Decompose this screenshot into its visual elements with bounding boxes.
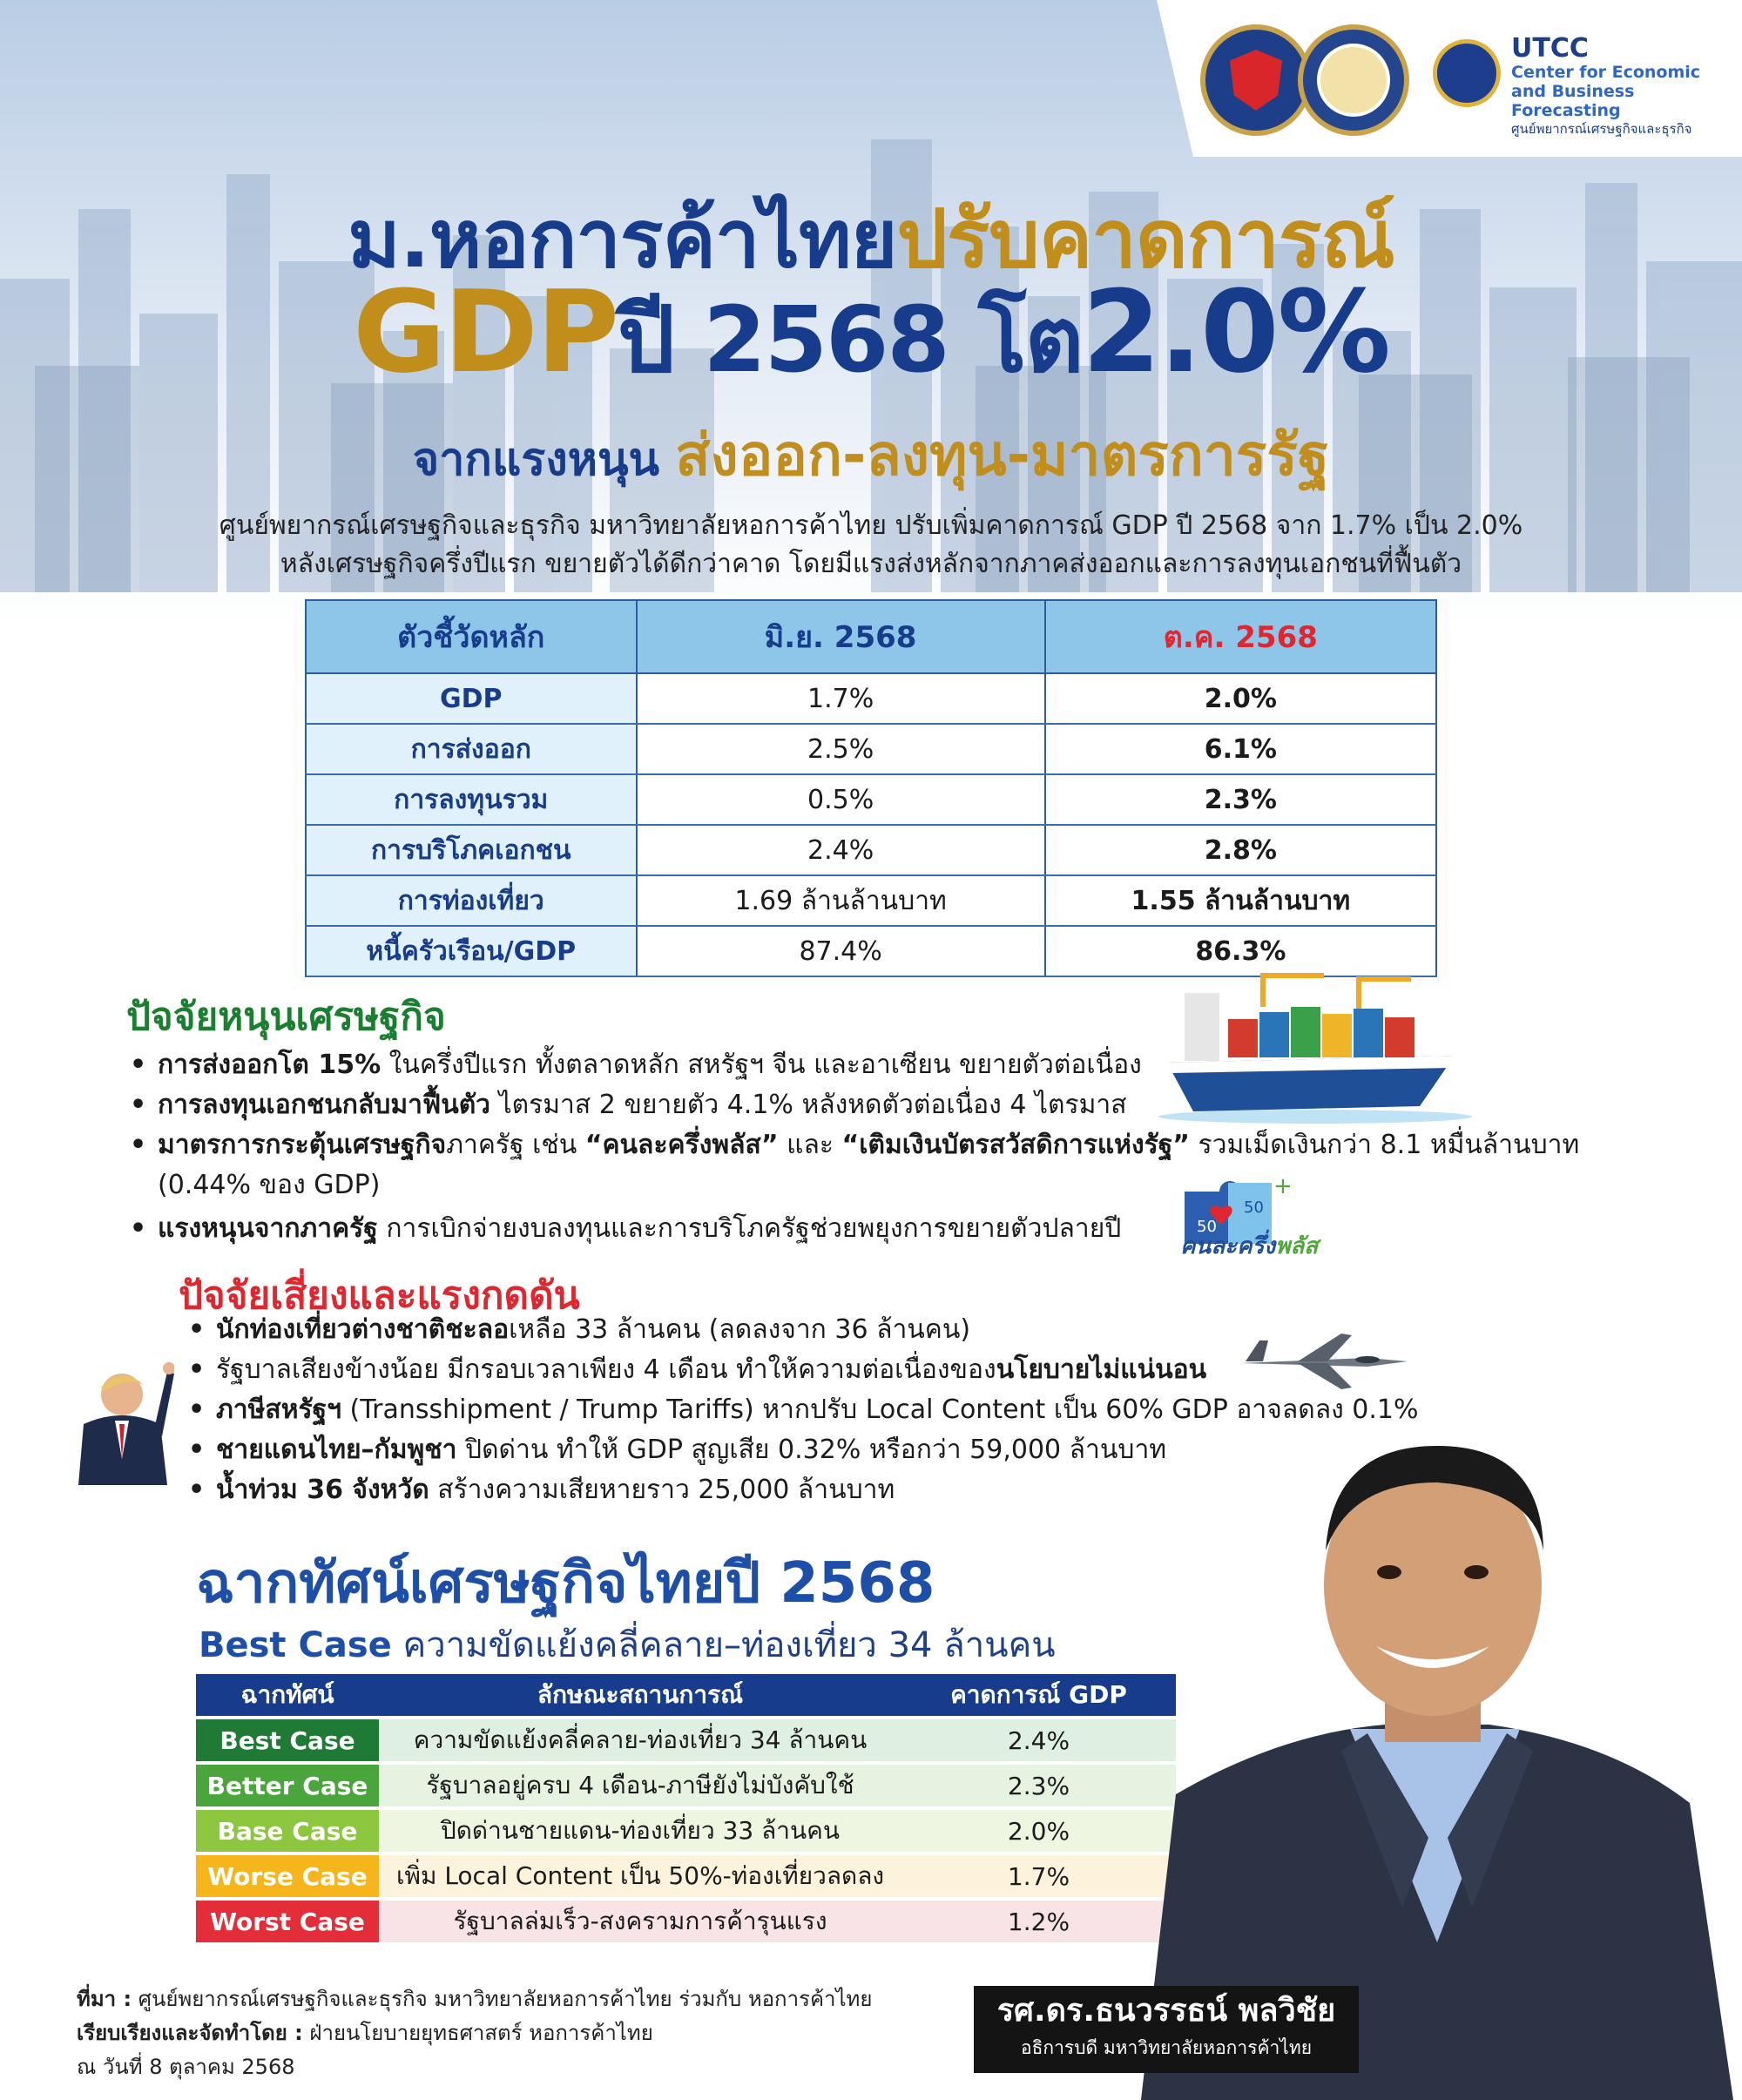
item-bold: แรงหนุนจากภาครัฐ [158, 1213, 378, 1244]
item-bold: “คนละครึ่งพลัส” [584, 1130, 779, 1160]
value-jun: 87.4% [637, 926, 1045, 976]
table-row [196, 1855, 1176, 1897]
item-bold: ชายแดนไทย–กัมพูชา [216, 1435, 457, 1465]
footer-source [77, 1982, 948, 2016]
politician-photo [70, 1337, 174, 1485]
headline-line-2 [0, 266, 1742, 411]
table-row [196, 1719, 1176, 1761]
value-jun: 0.5% [637, 774, 1045, 825]
table-row [196, 1765, 1176, 1806]
item-text: ไตรมาส 2 ขยายตัว 4.1% หลังหดตัวต่อเนื่อง 4 ไตรมาส [490, 1090, 1127, 1120]
header-indicator: ตัวชี้วัดหลัก [306, 600, 637, 673]
item-bold: การส่งออกโต 15% [158, 1050, 381, 1080]
item-text: การเบิกจ่ายงบลงทุนและการบริโภครัฐช่วยพยุงการขยายตัวปลายปี [377, 1213, 1122, 1244]
case-gdp: 2.3% [1007, 1771, 1070, 1800]
rector-name-box [974, 1986, 1359, 2073]
value-jun: 2.5% [637, 724, 1045, 774]
headline-drivers: ส่งออก-ลงทุน-มาตรการรัฐ [675, 422, 1330, 489]
footer-compiled [77, 2016, 948, 2050]
list-item [126, 1125, 1633, 1205]
table-row [196, 1901, 1176, 1942]
case-situation: ปิดด่านชายแดน-ท่องเที่ยว 33 ล้านคน [440, 1816, 841, 1845]
item-bold: นักท่องเที่ยวต่างชาติชะลอ [216, 1314, 510, 1345]
scenario-title: ฉากทัศน์เศรษฐกิจไทยปี 2568 [196, 1551, 935, 1616]
item-text: ปิดด่าน ทำให้ GDP สูญเสีย 0.32% หรือกว่า 59,000 ล้านบาท [456, 1435, 1167, 1465]
source-text: ศูนย์พยากรณ์เศรษฐกิจและธุรกิจ มหาวิทยาลัยหอการค้าไทย ร่วมกับ หอการค้าไทย [132, 1987, 873, 2011]
intro-paragraph [131, 507, 1611, 584]
utcc-line1: Center for Economic [1511, 63, 1701, 82]
utcc-line2: and Business Forecasting [1511, 82, 1635, 120]
item-bold: น้ำท่วม 36 จังหวัด [216, 1475, 429, 1505]
table-row [306, 875, 1436, 926]
utcc-logo-text [1511, 35, 1738, 138]
value-oct: 2.8% [1045, 825, 1436, 875]
indicator-label: GDP [306, 673, 637, 724]
case-gdp: 1.7% [1007, 1861, 1070, 1891]
case-label: Base Case [196, 1810, 379, 1852]
source-footer [77, 1982, 948, 2084]
scenario-subtitle [199, 1617, 1056, 1672]
item-text: (0.44% ของ GDP) [158, 1170, 381, 1200]
item-bold: มาตรการกระตุ้นเศรษฐกิจ [158, 1130, 447, 1160]
headline-driver-label: จากแรงหนุน [412, 434, 676, 486]
value-jun: 2.4% [637, 825, 1045, 875]
table-row [306, 724, 1436, 774]
item-bold: ภาษีสหรัฐฯ [216, 1394, 341, 1425]
case-situation: รัฐบาลอยู่ครบ 4 เดือน-ภาษียังไม่บังคับใช้ [426, 1771, 854, 1800]
puzzle-logo-text [1180, 1228, 1318, 1264]
support-section-title: ปัจจัยหนุนเศรษฐกิจ [126, 995, 446, 1039]
case-situation: เพิ่ม Local Content เป็น 50%-ท่องเที่ยวลดลง [395, 1861, 885, 1890]
utcc-badge-logo [1433, 39, 1501, 107]
headline-action: ปรับคาดการณ์ [896, 192, 1394, 286]
case-label: Worst Case [196, 1901, 379, 1942]
item-text: สร้างความเสียหายราว 25,000 ล้านบาท [429, 1475, 895, 1505]
item-text: รัฐบาลเสียงข้างน้อย มีกรอบเวลาเพียง 4 เดือน ทำให้ความต่อเนื่องของ [216, 1354, 996, 1385]
indicator-label: หนี้ครัวเรือน/GDP [306, 926, 637, 976]
cargo-ship-image [1158, 958, 1472, 1124]
indicator-label: การท่องเที่ยว [306, 875, 637, 926]
intro-line-2: หลังเศรษฐกิจครึ่งปีแรก ขยายตัวได้ดีกว่าคาด โดยมีแรงส่งหลักจากภาคส่งออกและการลงทุนเอกชนที่ฟื้นตัว [280, 549, 1462, 579]
subtitle-bold: Best Case [199, 1625, 392, 1665]
table-row [306, 825, 1436, 875]
compiled-text: ฝ่ายนโยบายยุทธศาสตร์ หอการค้าไทย [302, 2021, 653, 2045]
case-label: Worse Case [196, 1855, 379, 1897]
board-of-trade-seal-logo [1298, 24, 1409, 136]
headline-line-3 [0, 409, 1742, 501]
indicator-label: การบริโภคเอกชน [306, 825, 637, 875]
puzzle-right-number: 50 [1244, 1199, 1264, 1217]
indicator-label: การลงทุนรวม [306, 774, 637, 825]
header-situation: ลักษณะสถานการณ์ [379, 1674, 901, 1716]
table-row [306, 774, 1436, 825]
rector-title: อธิการบดี มหาวิทยาลัยหอการค้าไทย [1020, 2037, 1313, 2058]
thai-chamber-seal-logo [1200, 24, 1312, 136]
item-text: ภาครัฐ เช่น [446, 1130, 585, 1160]
fighter-jet-image [1237, 1328, 1411, 1394]
scenario-header-row [196, 1674, 1176, 1716]
header-oct: ต.ค. 2568 [1045, 600, 1436, 673]
item-text: และ [778, 1130, 842, 1160]
footer-date: ณ วันที่ 8 ตุลาคม 2568 [77, 2055, 295, 2079]
indicator-label: การส่งออก [306, 724, 637, 774]
indicator-table [305, 599, 1437, 977]
table-row [306, 673, 1436, 724]
item-bold: การลงทุนเอกชนกลับมาฟื้นตัว [158, 1090, 491, 1120]
case-gdp: 1.2% [1007, 1907, 1070, 1936]
puzzle-text-b: พลัส [1275, 1233, 1319, 1259]
value-jun: 1.7% [637, 673, 1045, 724]
value-oct: 1.55 ล้านล้านบาท [1045, 875, 1436, 926]
utcc-thai: ศูนย์พยากรณ์เศรษฐกิจและธุรกิจ [1511, 121, 1692, 137]
case-label: Better Case [196, 1765, 379, 1806]
item-bold: “เติมเงินบัตรสวัสดิการแห่งรัฐ” [841, 1130, 1190, 1160]
shield-icon [1230, 50, 1282, 111]
item-text: ในครึ่งปีแรก ทั้งตลาดหลัก สหรัฐฯ จีน และอาเซียน ขยายตัวต่อเนื่อง [381, 1050, 1142, 1080]
emblem-icon [1317, 44, 1390, 117]
value-oct: 86.3% [1045, 926, 1436, 976]
value-oct: 6.1% [1045, 724, 1436, 774]
headline-gdp: GDP [353, 266, 618, 398]
puzzle-text-a: คนละครึ่ง [1180, 1233, 1276, 1259]
plus-icon: + [1273, 1174, 1293, 1199]
header-scenario: ฉากทัศน์ [196, 1674, 379, 1716]
case-gdp: 2.4% [1007, 1725, 1070, 1755]
case-situation: ความขัดแย้งคลี่คลาย-ท่องเที่ยว 34 ล้านคน [413, 1725, 868, 1754]
risk-section-title: ปัจจัยเสี่ยงและแรงกดดัน [179, 1273, 580, 1318]
case-label: Best Case [196, 1719, 379, 1761]
headline-growth-value: 2.0% [1082, 266, 1389, 398]
utcc-name: UTCC [1511, 33, 1589, 64]
item-bold: นโยบายไม่แน่นอน [996, 1354, 1207, 1385]
item-text: (Transshipment / Trump Tariffs) หากปรับ Local Content เป็น 60% GDP อาจลดลง 0.1% [341, 1394, 1419, 1425]
intro-line-1: ศูนย์พยากรณ์เศรษฐกิจและธุรกิจ มหาวิทยาลัยหอการค้าไทย ปรับเพิ่มคาดการณ์ GDP ปี 2568 จาก 1.7% เป็น 2.0% [219, 510, 1523, 541]
case-gdp: 2.0% [1007, 1816, 1070, 1846]
subtitle-text: ความขัดแย้งคลี่คลาย–ท่องเที่ยว 34 ล้านคน [391, 1625, 1056, 1665]
headline-year: ปี 2568 โต [618, 287, 1083, 393]
case-situation: รัฐบาลล่มเร็ว-สงครามการค้ารุนแรง [453, 1907, 827, 1935]
value-jun: 1.69 ล้านล้านบาท [637, 875, 1045, 926]
source-label: ที่มา : [77, 1987, 132, 2011]
value-oct: 2.3% [1045, 774, 1436, 825]
indicator-header-row [306, 600, 1436, 673]
table-row [196, 1810, 1176, 1852]
item-text: เหลือ 33 ล้านคน (ลดลงจาก 36 ล้านคน) [509, 1314, 971, 1345]
list-item [126, 1209, 1633, 1249]
value-oct: 2.0% [1045, 673, 1436, 724]
scenario-table [196, 1671, 1176, 1946]
compiled-label: เรียบเรียงและจัดทำโดย : [77, 2021, 303, 2045]
header-gdp-forecast: คาดการณ์ GDP [901, 1674, 1176, 1716]
item-text: รวมเม็ดเงินกว่า 8.1 หมื่นล้านบาท [1189, 1130, 1580, 1160]
rector-name: รศ.ดร.ธนวรรธน์ พลวิชัย [996, 1993, 1336, 2029]
header-jun: มิ.ย. 2568 [637, 600, 1045, 673]
headline-org: ม.หอการค้าไทย [348, 192, 897, 286]
puzzle-left-number: 50 [1197, 1218, 1217, 1236]
